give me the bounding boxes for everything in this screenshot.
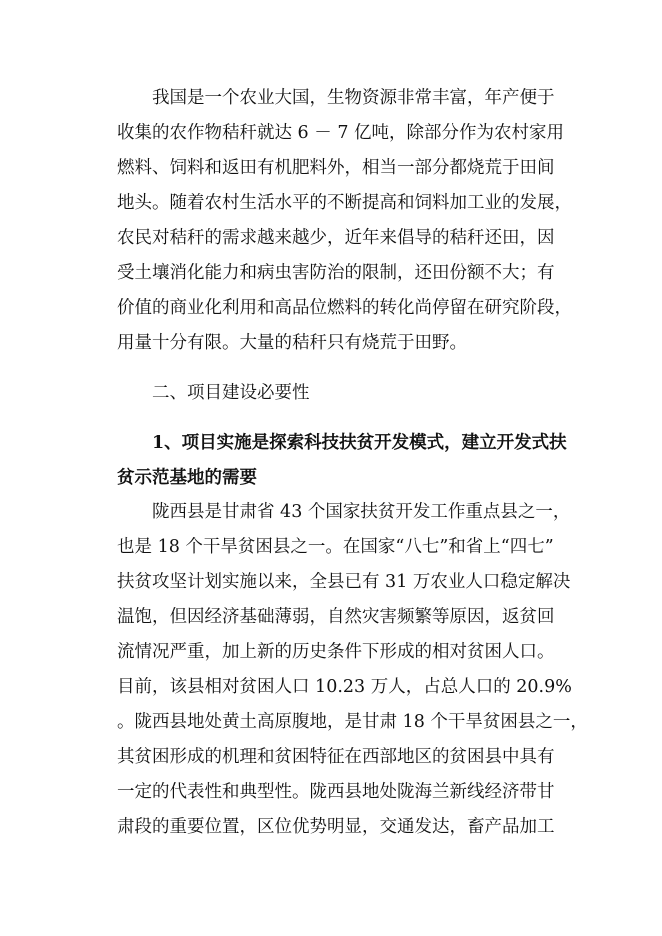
paragraph-1-line-3: 燃料、饲料和返田有机肥料外，相当一部分都烧荒于田间 [117,158,555,178]
paragraph-1-line-1: 我国是一个农业大国，生物资源非常丰富，年产便于 [152,88,555,108]
paragraph-2-line-2: 也是 18 个干旱贫困县之一。在国家“八七”和省上“四七” [117,537,554,557]
paragraph-1-line-4: 地头。随着农村生活水平的不断提高和饲料加工业的发展， [117,193,572,213]
paragraph-2-line-5: 流情况严重，加上新的历史条件下形成的相对贫困人口。 [117,642,555,662]
paragraph-2-line-3: 扶贫攻坚计划实施以来，全县已有 31 万农业人口稳定解决 [117,572,571,592]
paragraph-2-line-6: 目前，该县相对贫困人口 10.23 万人，占总人口的 20.9% [117,677,572,697]
paragraph-2-line-4: 温饱，但因经济基础薄弱，自然灾害频繁等原因，返贫回 [117,607,555,627]
section-heading: 二、项目建设必要性 [152,383,310,403]
paragraph-2-line-8: 其贫困形成的机理和贫困特征在西部地区的贫困县中具有 [117,747,555,767]
paragraph-2-line-1: 陇西县是甘肃省 43 个国家扶贫开发工作重点县之一， [152,502,571,522]
paragraph-1-line-2: 收集的农作物秸秆就达 6 － 7 亿吨，除部分作为农村家用 [117,123,565,143]
paragraph-1-line-5: 农民对秸秆的需求越来越少，近年来倡导的秸秆还田，因 [117,228,555,248]
paragraph-2-line-7: 。陇西县地处黄土高原腹地，是甘肃 18 个干旱贫困县之一， [117,712,588,732]
paragraph-2-line-9: 一定的代表性和典型性。陇西县地处陇海兰新线经济带甘 [117,782,555,802]
paragraph-1-line-8: 用量十分有限。大量的秸秆只有烧荒于田野。 [117,333,467,353]
subheading-line-1: 1、项目实施是探索科技扶贫开发模式，建立开发式扶 [152,433,567,453]
paragraph-1-line-7: 价值的商业化利用和高品位燃料的转化尚停留在研究阶段， [117,298,572,318]
paragraph-2-line-10: 肃段的重要位置，区位优势明显，交通发达，畜产品加工 [117,817,555,837]
subheading-line-2: 贫示范基地的需要 [117,468,257,488]
paragraph-1-line-6: 受土壤消化能力和病虫害防治的限制，还田份额不大；有 [117,263,555,283]
